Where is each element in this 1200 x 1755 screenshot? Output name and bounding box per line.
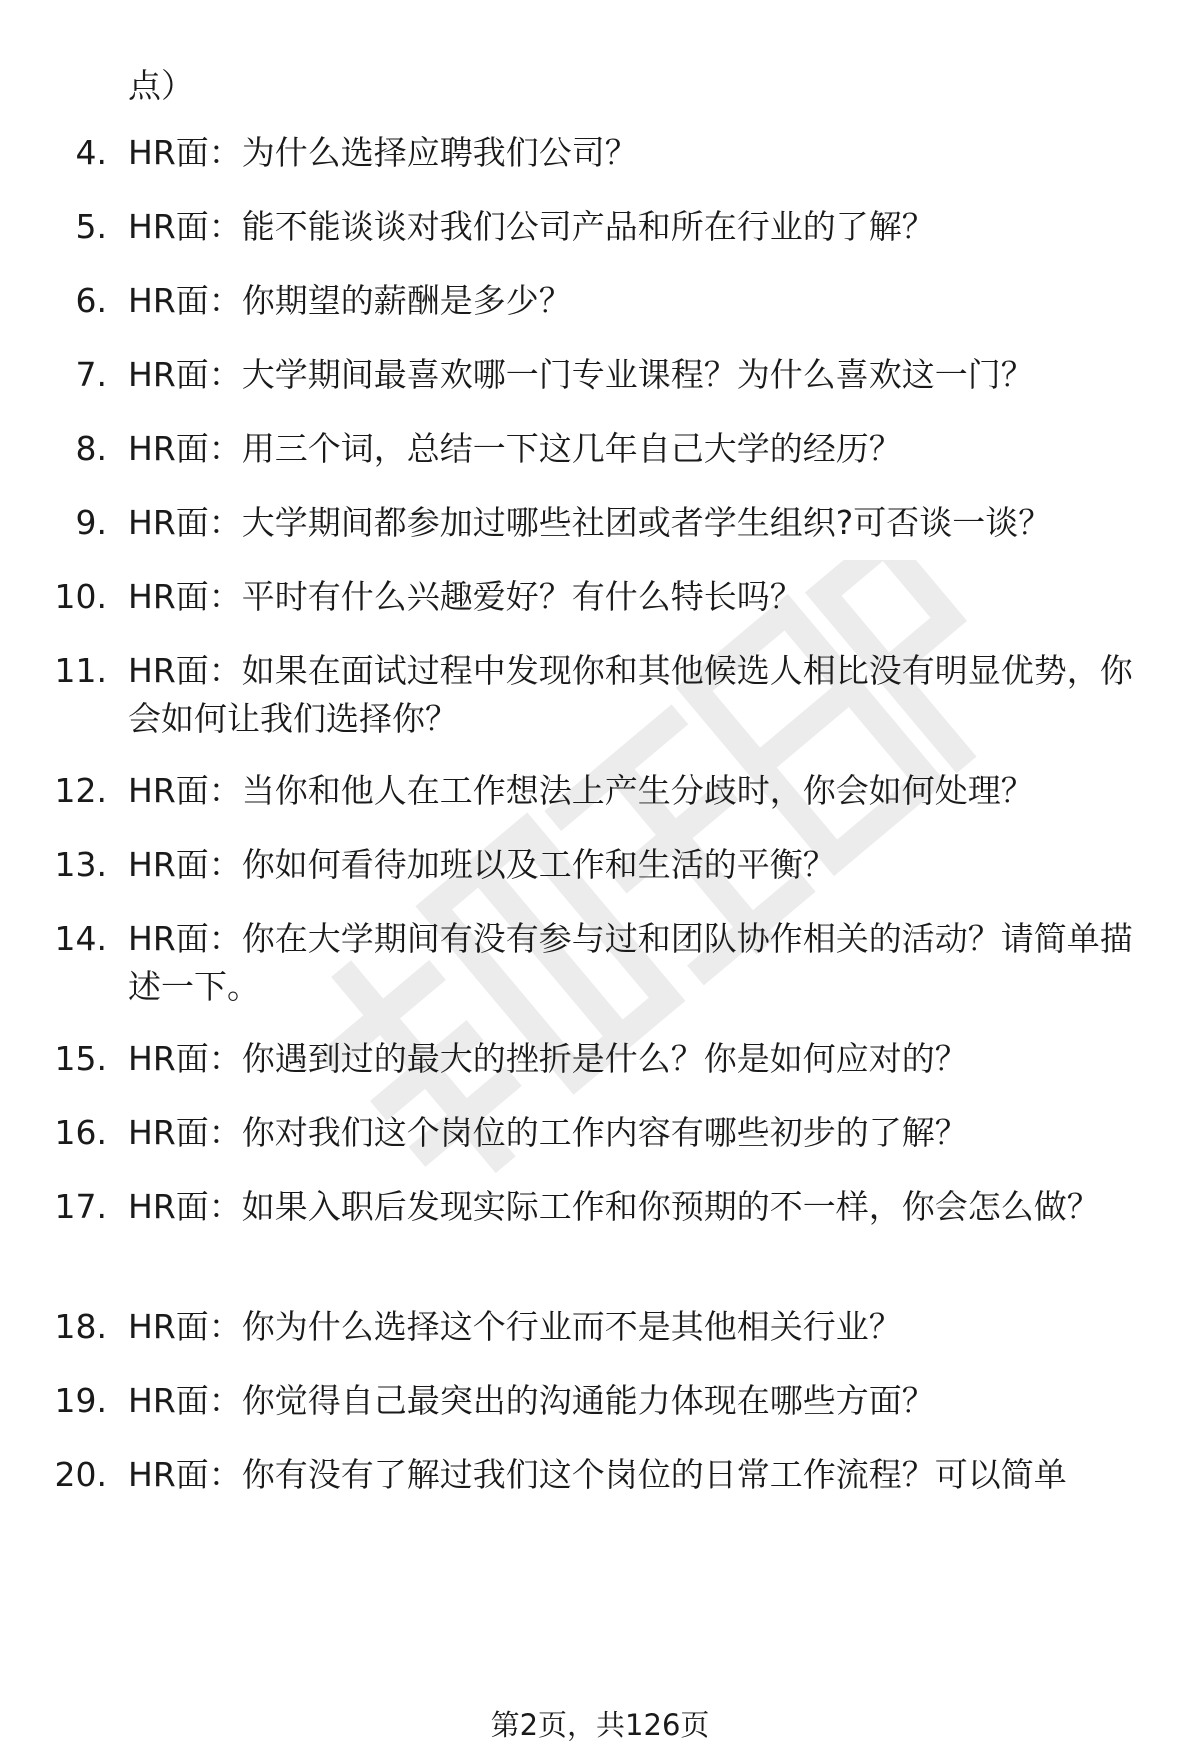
item-text: HR面：用三个词，总结一下这几年自己大学的经历？ bbox=[128, 429, 902, 468]
item-text: HR面：如果入职后发现实际工作和你预期的不一样，你会怎么做？ bbox=[128, 1187, 1100, 1226]
item-text: HR面：能不能谈谈对我们公司产品和所在行业的了解？ bbox=[128, 207, 935, 246]
item-text: HR面：当你和他人在工作想法上产生分歧时，你会如何处理？ bbox=[128, 771, 1034, 810]
item-number: 12. bbox=[54, 771, 107, 810]
item-number: 8. bbox=[75, 429, 107, 468]
item-number: 18. bbox=[54, 1307, 107, 1346]
item-number: 5. bbox=[75, 207, 107, 246]
item-number: 15. bbox=[54, 1039, 107, 1078]
item-number: 10. bbox=[54, 577, 107, 616]
item-number: 6. bbox=[75, 281, 107, 320]
item-number: 13. bbox=[54, 845, 107, 884]
item-number: 4. bbox=[75, 133, 107, 172]
item-text: HR面：你如何看待加班以及工作和生活的平衡？ bbox=[128, 845, 836, 884]
item-text: HR面：你对我们这个岗位的工作内容有哪些初步的了解？ bbox=[128, 1113, 968, 1152]
item-text: HR面：你有没有了解过我们这个岗位的日常工作流程？可以简单 bbox=[128, 1455, 1067, 1494]
item-text: HR面：你在大学期间有没有参与过和团队协作相关的活动？请简单描述一下。 bbox=[128, 919, 1133, 1006]
page-footer: 第2页，共126页 bbox=[490, 1708, 710, 1742]
item-number: 11. bbox=[54, 651, 107, 690]
item-text: HR面：你觉得自己最突出的沟通能力体现在哪些方面？ bbox=[128, 1381, 935, 1420]
item-text: HR面：你期望的薪酬是多少？ bbox=[128, 281, 572, 320]
item-number: 17. bbox=[54, 1187, 107, 1226]
item-number: 16. bbox=[54, 1113, 107, 1152]
item-text: HR面：为什么选择应聘我们公司？ bbox=[128, 133, 638, 172]
item-number: 14. bbox=[54, 919, 107, 958]
item-number: 20. bbox=[54, 1455, 107, 1494]
item-number: 7. bbox=[75, 355, 107, 394]
item-number: 19. bbox=[54, 1381, 107, 1420]
item-text: HR面：大学期间都参加过哪些社团或者学生组织?可否谈一谈？ bbox=[128, 503, 1052, 542]
item-text: HR面：如果在面试过程中发现你和其他候选人相比没有明显优势，你会如何让我们选择你？ bbox=[128, 651, 1133, 738]
continuation-text: 点） bbox=[128, 66, 194, 105]
item-text: HR面：你为什么选择这个行业而不是其他相关行业？ bbox=[128, 1307, 902, 1346]
item-text: HR面：平时有什么兴趣爱好？有什么特长吗？ bbox=[128, 577, 803, 616]
item-text: HR面：你遇到过的最大的挫折是什么？你是如何应对的？ bbox=[128, 1039, 968, 1078]
item-text: HR面：大学期间最喜欢哪一门专业课程？为什么喜欢这一门？ bbox=[128, 355, 1034, 394]
item-number: 9. bbox=[75, 503, 107, 542]
